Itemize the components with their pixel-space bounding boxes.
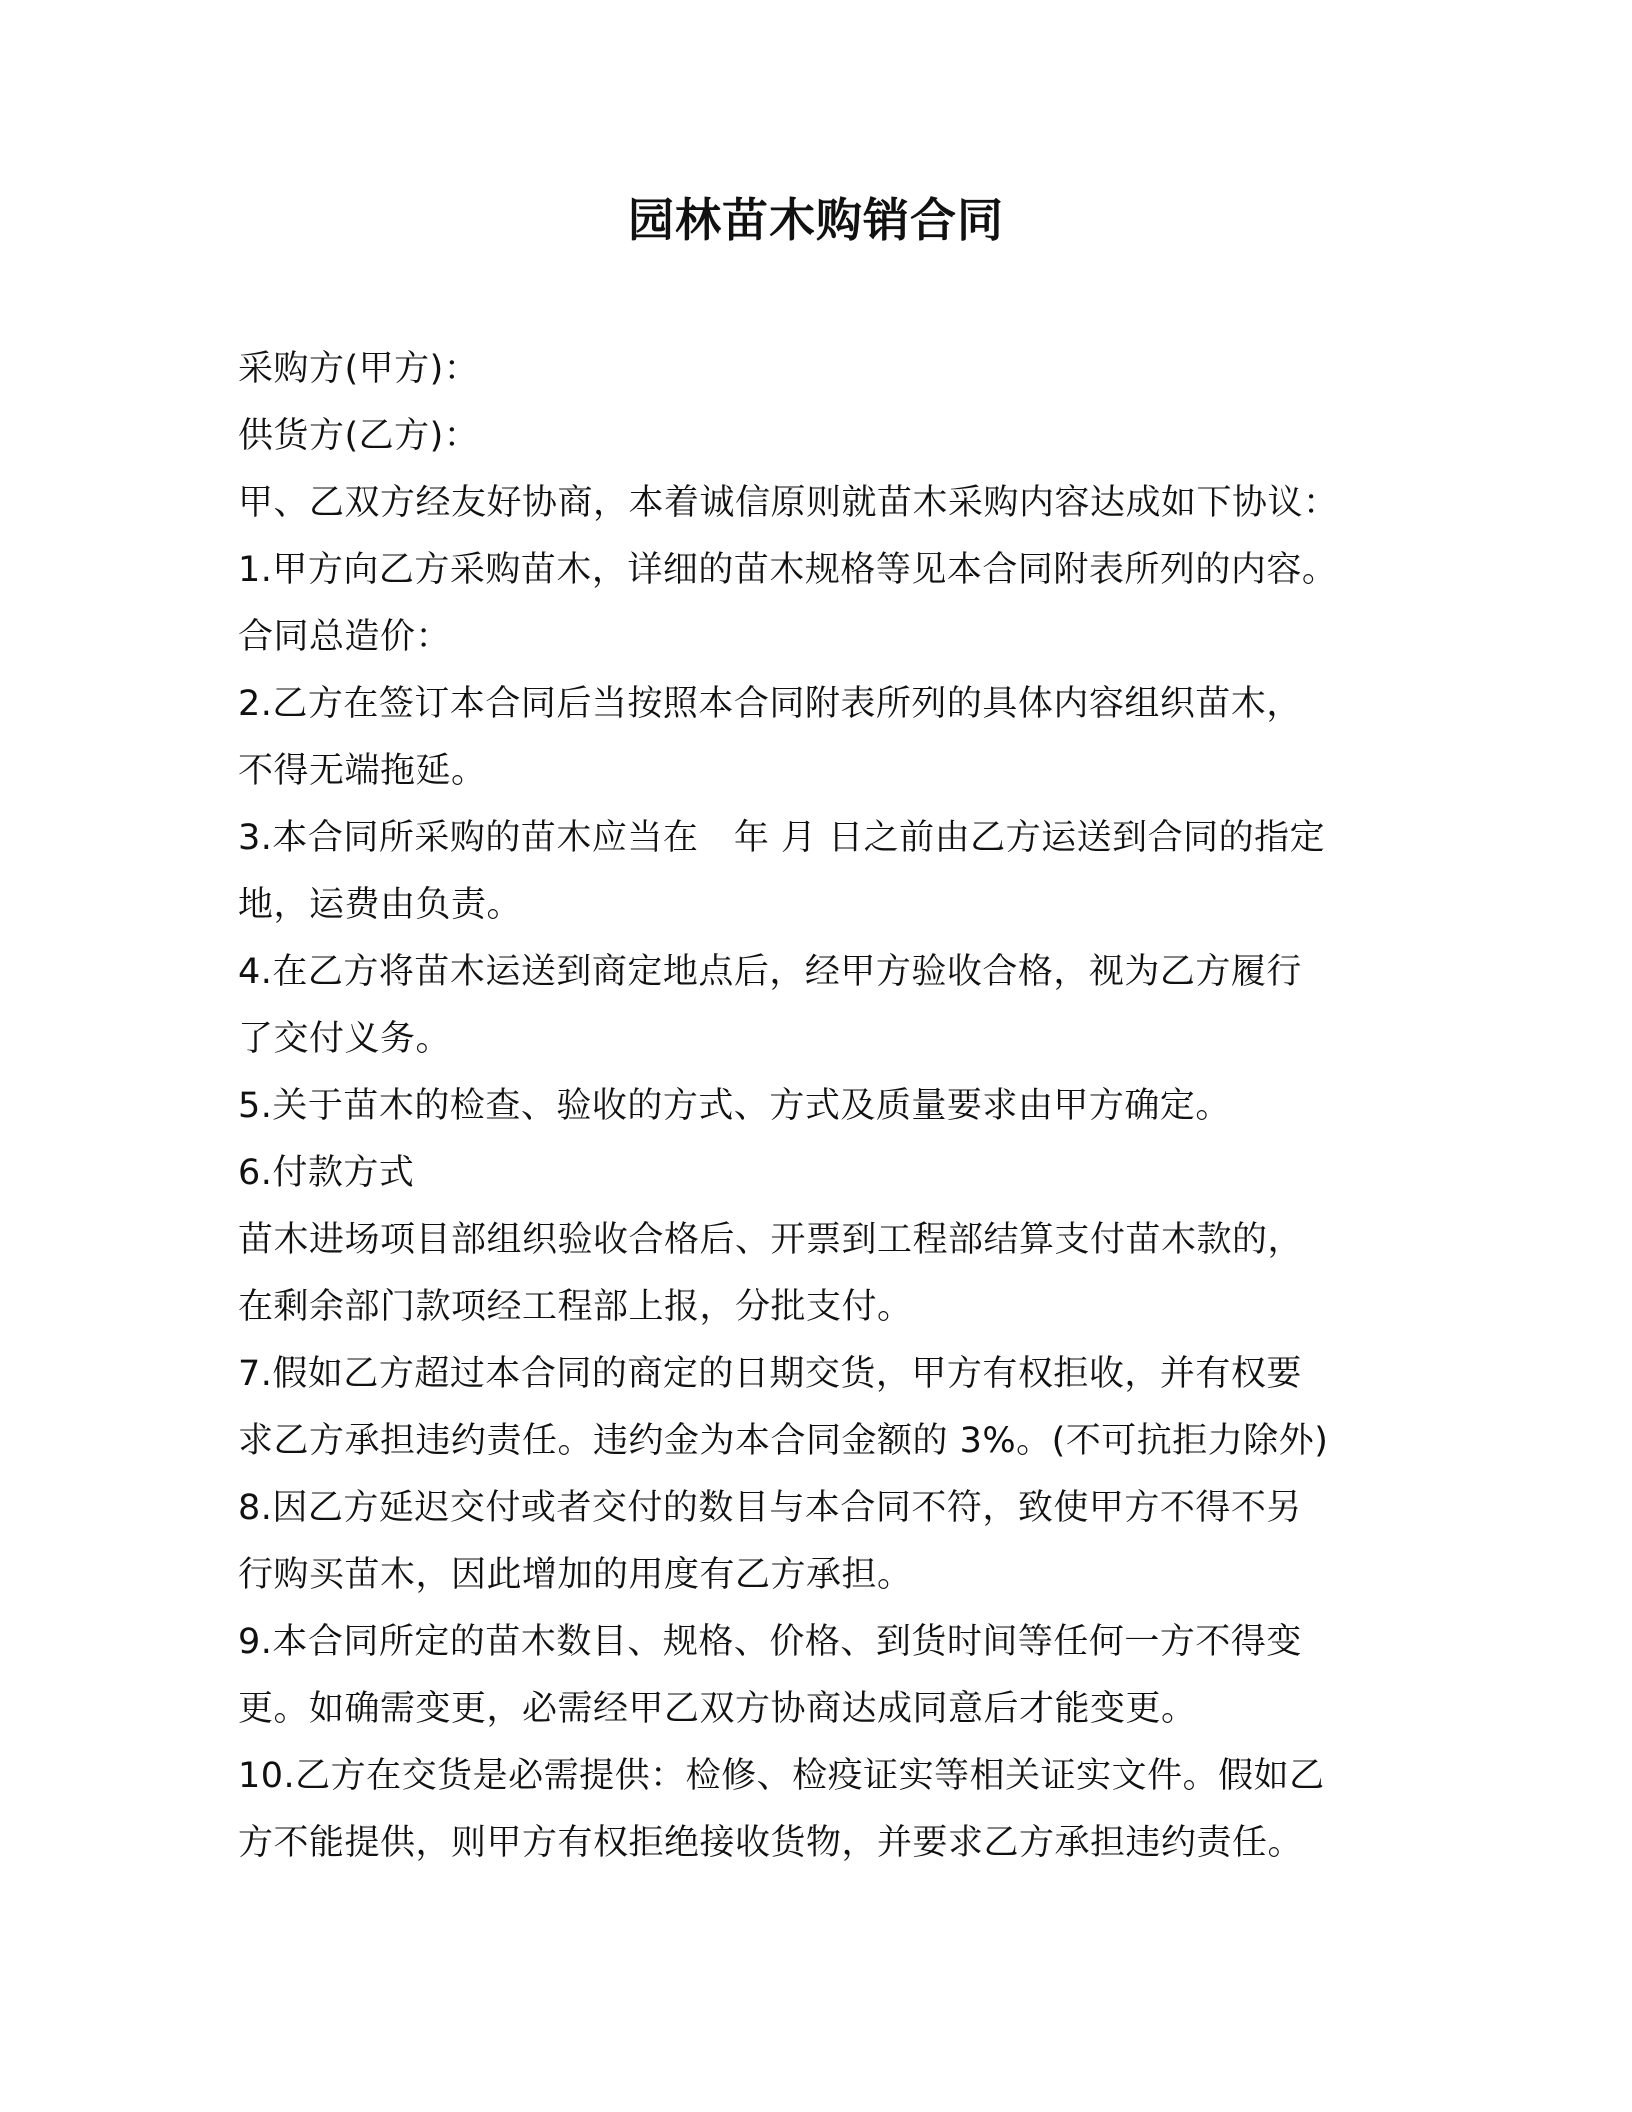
contract-line: 苗木进场项目部组织验收合格后、开票到工程部结算支付苗木款的，	[238, 1220, 1304, 1260]
contract-line: 6.付款方式	[238, 1153, 415, 1193]
contract-line: 甲、乙双方经友好协商，本着诚信原则就苗木采购内容达成如下协议：	[238, 483, 1339, 523]
contract-line: 8.因乙方延迟交付或者交付的数目与本合同不符，致使甲方不得不另	[238, 1488, 1302, 1528]
contract-line: 地，运费由负责。	[238, 885, 523, 925]
contract-line: 7.假如乙方超过本合同的商定的日期交货，甲方有权拒收，并有权要	[238, 1354, 1302, 1394]
contract-line: 在剩余部门款项经工程部上报，分批支付。	[238, 1287, 913, 1327]
contract-line: 2.乙方在签订本合同后当按照本合同附表所列的具体内容组织苗木，	[238, 684, 1302, 724]
contract-line: 采购方(甲方)：	[238, 349, 480, 389]
contract-line: 了交付义务。	[238, 1019, 452, 1059]
contract-line: 供货方(乙方)：	[238, 416, 480, 456]
contract-line: 1.甲方向乙方采购苗木，详细的苗木规格等见本合同附表所列的内容。	[238, 550, 1338, 590]
contract-line: 3.本合同所采购的苗木应当在 年 月 日之前由乙方运送到合同的指定	[238, 818, 1326, 858]
contract-line: 方不能提供，则甲方有权拒绝接收货物，并要求乙方承担违约责任。	[238, 1823, 1304, 1863]
page-title: 园林苗木购销合同	[628, 193, 1004, 247]
contract-line: 9.本合同所定的苗木数目、规格、价格、到货时间等任何一方不得变	[238, 1622, 1302, 1662]
contract-body	[238, 336, 1398, 1877]
contract-line: 合同总造价：	[238, 617, 452, 657]
contract-line: 不得无端拖延。	[238, 751, 487, 791]
contract-line: 求乙方承担违约责任。违约金为本合同金额的 3%。(不可抗拒力除外)	[238, 1421, 1329, 1461]
contract-line: 5.关于苗木的检查、验收的方式、方式及质量要求由甲方确定。	[238, 1086, 1231, 1126]
contract-line: 10.乙方在交货是必需提供：检修、检疫证实等相关证实文件。假如乙	[238, 1756, 1325, 1796]
contract-line: 行购买苗木，因此增加的用度有乙方承担。	[238, 1555, 913, 1595]
contract-line: 更。如确需变更，必需经甲乙双方协商达成同意后才能变更。	[238, 1689, 1197, 1729]
contract-line: 4.在乙方将苗木运送到商定地点后，经甲方验收合格，视为乙方履行	[238, 952, 1302, 992]
